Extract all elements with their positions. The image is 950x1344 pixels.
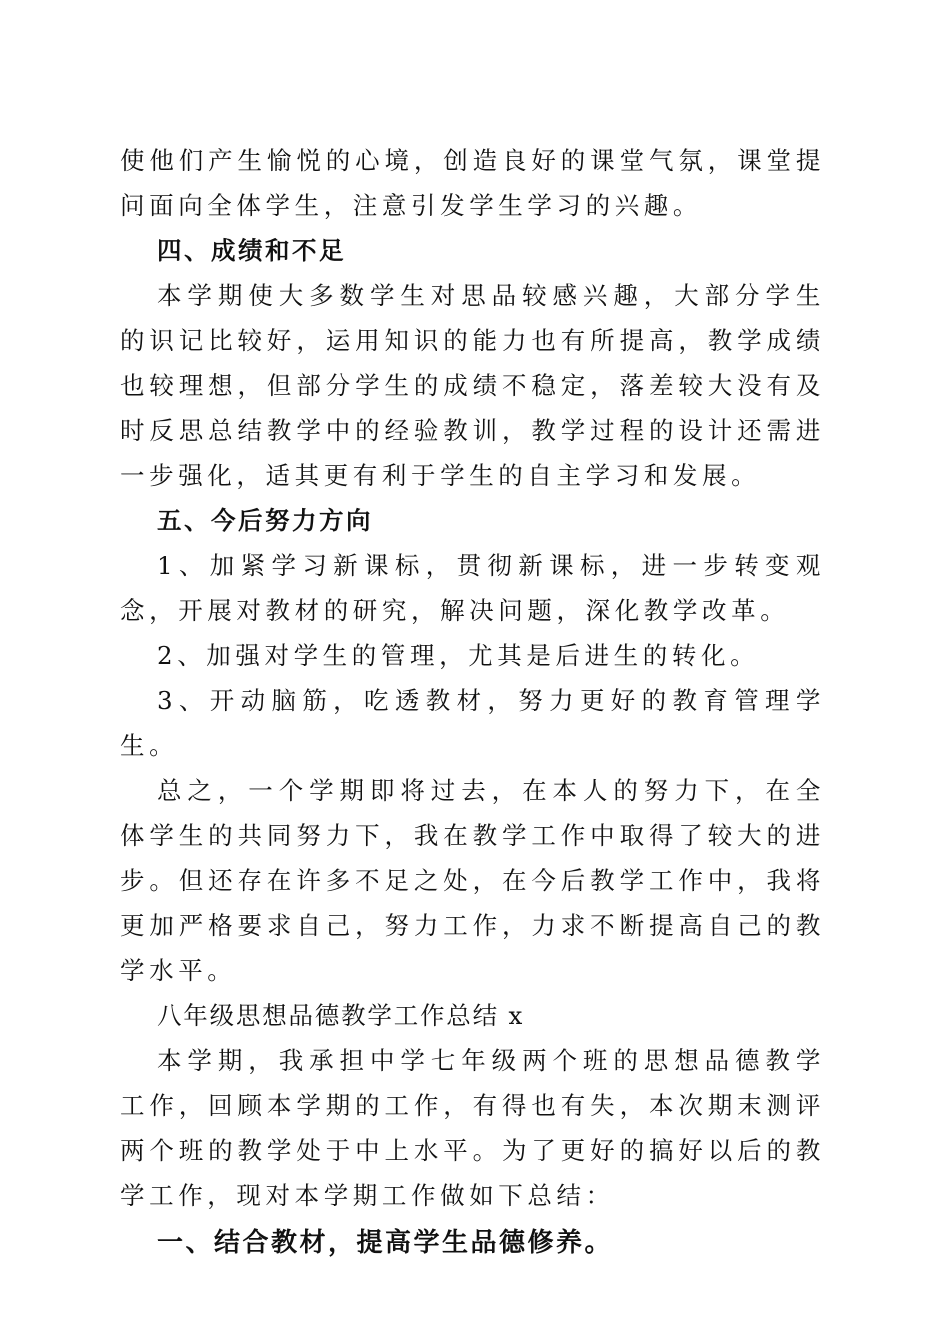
paragraph-summary: 总之，一个学期即将过去，在本人的努力下，在全体学生的共同努力下，我在教学工作中取得了较大的进步。但还存在许多不足之处，在今后教学工作中，我将更加严格要求自己，努力工作，力求不断提高自己的教学水平。 [120, 776, 825, 985]
list-item-3: 3、开动脑筋，吃透教材，努力更好的教育管理学生。 [120, 686, 825, 760]
section-title: 八年级思想品德教学工作总结 x [157, 1001, 525, 1030]
paragraph-continuation: 使他们产生愉悦的心境，创造良好的课堂气氛，课堂提问面向全体学生，注意引发学生学习的兴趣。 [120, 146, 825, 220]
heading-combine-textbook: 一、结合教材，提高学生品德修养。 [157, 1228, 614, 1258]
heading-future-direction: 五、今后努力方向 [157, 506, 373, 535]
document-body [120, 138, 825, 1268]
list-item-1: 1、加紧学习新课标，贯彻新课标，进一步转变观念，开展对教材的研究，解决问题，深化教学改革。 [120, 551, 825, 625]
paragraph-achievements: 本学期使大多数学生对思品较感兴趣，大部分学生的识记比较好，运用知识的能力也有所提高，教学成绩也较理想，但部分学生的成绩不稳定，落差较大没有及时反思总结教学中的经验教训，教学过程的设计还需进一步强化，适其更有利于学生的自主学习和发展。 [120, 281, 825, 490]
list-item-2: 2、加强对学生的管理，尤其是后进生的转化。 [157, 641, 760, 670]
heading-achievements-shortcomings: 四、成绩和不足 [157, 236, 346, 265]
paragraph-intro: 本学期，我承担中学七年级两个班的思想品德教学工作，回顾本学期的工作，有得也有失，本次期末测评两个班的教学处于中上水平。为了更好的搞好以后的教学工作，现对本学期工作做如下总结： [120, 1046, 825, 1210]
